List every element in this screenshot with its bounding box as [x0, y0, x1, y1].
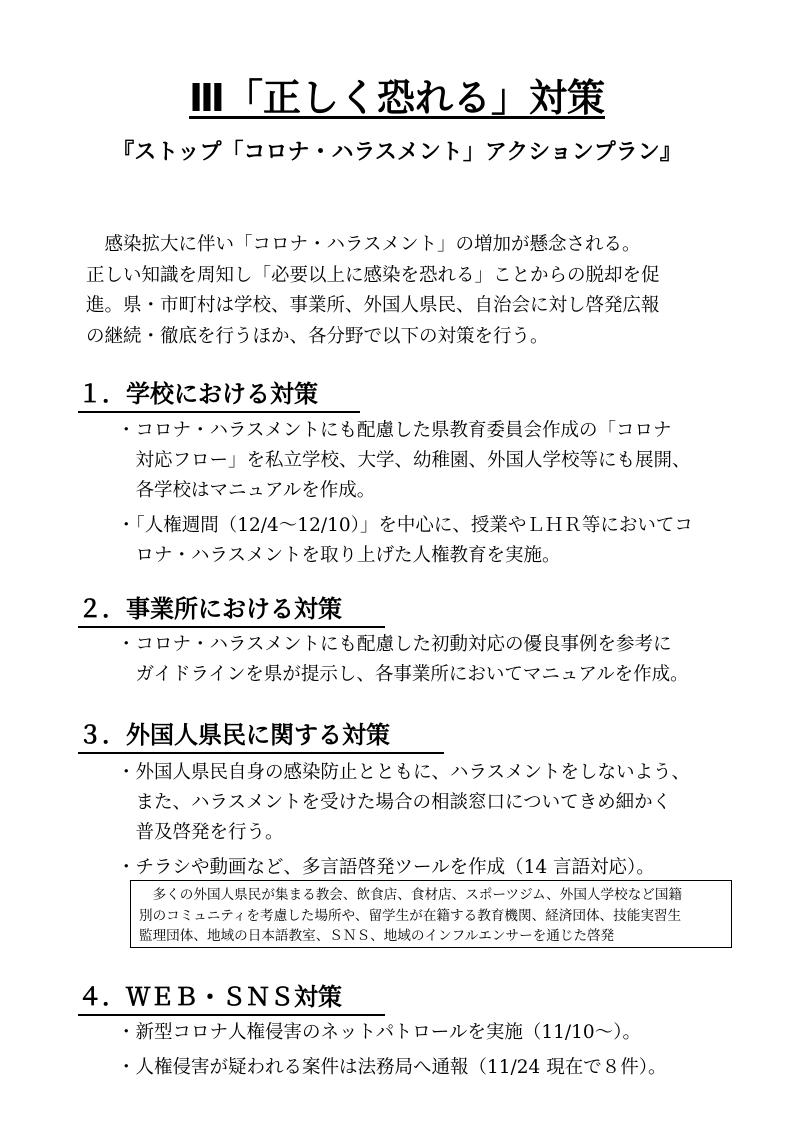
bullet-line: ロナ・ハラスメントを取り上げた人権教育を実施。: [117, 545, 561, 566]
intro-line: 進。県・市町村は学校、事業所、外国人県民、自治会に対し啓発広報: [86, 295, 660, 316]
note-line: 別のコミュニティを考慮した場所や、留学生が在籍する教育機関、経済団体、技能実習生: [139, 907, 682, 924]
bullet-line: 普及啓発を行う。: [117, 822, 284, 843]
section-heading-foreign-residents: ３．外国人県民に関する対策: [78, 719, 444, 754]
bullet-line: ・外国人県民自身の感染防止とともに、ハラスメントをしないよう、: [117, 762, 690, 783]
note-line: 多くの外国人県民が集まる教会、飲食店、食材店、スポーツジム、外国人学校など国籍: [139, 887, 683, 903]
page-title-text: Ⅲ「正しく恐れる」対策: [189, 76, 605, 120]
bullet-line: 各学校はマニュアルを作成。: [117, 480, 376, 501]
note-line: 監理団体、地域の日本語教室、ＳＮＳ、地域のインフルエンサーを通じた啓発: [139, 928, 615, 944]
intro-paragraph: [86, 230, 726, 352]
intro-line: 感染拡大に伴い「コロナ・ハラスメント」の増加が懸念される。: [86, 234, 641, 255]
bullet-line: ・コロナ・ハラスメントにも配慮した県教育委員会作成の「コロナ: [117, 420, 672, 441]
section-body-workplaces: [117, 630, 737, 690]
section-body-foreign-residents: [117, 758, 737, 883]
bullet-line: ・コロナ・ハラスメントにも配慮した初動対応の優良事例を参考に: [117, 634, 672, 655]
intro-line: の継続・徹底を行うほか、各分野で以下の対策を行う。: [86, 325, 549, 347]
note-box-outreach: [130, 880, 732, 948]
section-heading-web-sns: ４．ＷＥＢ・ＳＮＳ対策: [78, 981, 385, 1016]
page-subtitle: 『ストップ「コロナ・ハラスメント」アクションプラン』: [112, 140, 682, 165]
bullet-line: ・人権侵害が疑われる案件は法務局へ通報（11/24 現在で８件）。: [117, 1057, 667, 1078]
intro-line: 正しい知識を周知し「必要以上に感染を恐れる」ことからの脱却を促: [86, 264, 660, 286]
section-body-web-sns: [117, 1018, 737, 1083]
section-heading-schools: １．学校における対策: [78, 378, 360, 413]
bullet-line: 対応フロー」を私立学校、大学、幼稚園、外国人学校等にも展開、: [117, 450, 691, 471]
bullet-line: ガイドラインを県が提示し、各事業所においてマニュアルを作成。: [117, 664, 689, 685]
bullet-line: ・チラシや動画など、多言語啓発ツールを作成（14 言語対応）。: [117, 857, 655, 878]
page-title: [0, 74, 794, 122]
bullet-line: また、ハラスメントを受けた場合の相談窓口についてきめ細かく: [117, 792, 672, 813]
section-heading-workplaces: ２．事業所における対策: [78, 593, 385, 628]
bullet-line: ・新型コロナ人権侵害のネットパトロールを実施（11/10～）。: [117, 1022, 641, 1043]
section-body-schools: [117, 416, 737, 571]
bullet-line: ・「人権週間（12/4～12/10）」を中心に、授業やＬＨＲ等においてコ: [117, 515, 693, 536]
